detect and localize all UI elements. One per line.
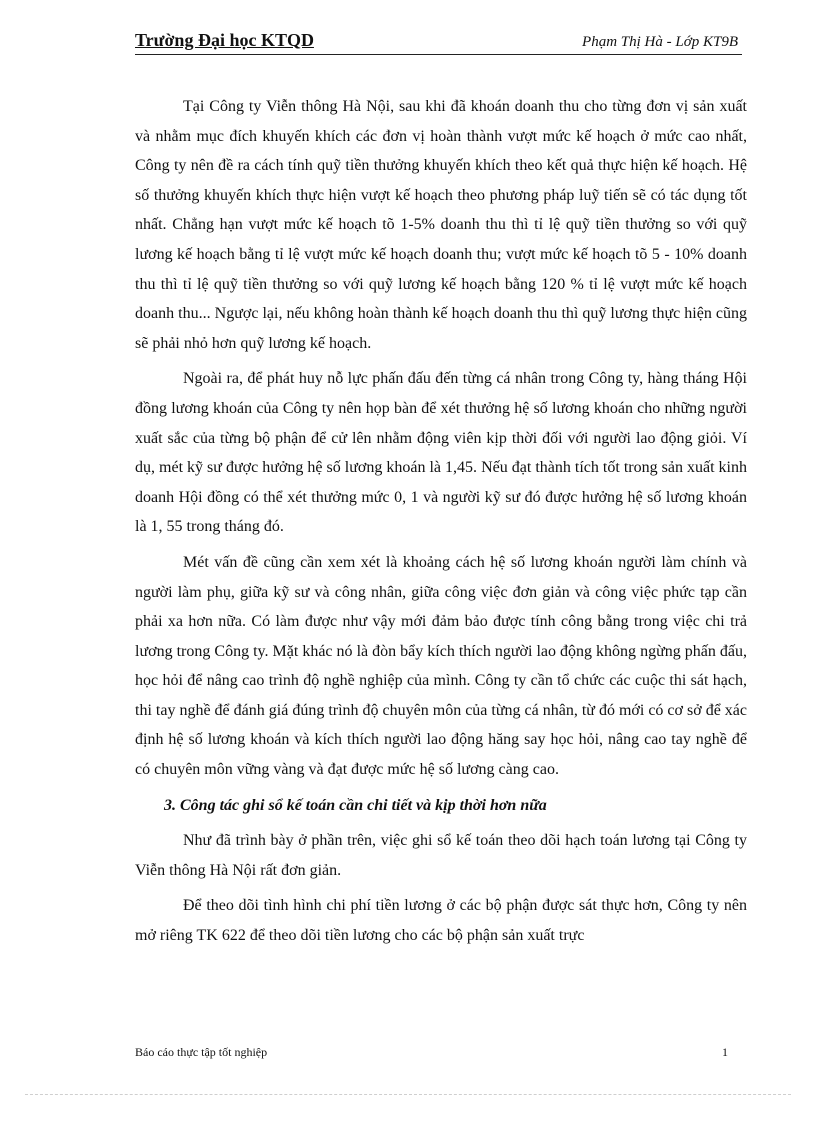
paragraph: Mét vấn đề cũng cần xem xét là khoảng cách hệ số lương khoán người làm chính và người làm phụ, giữa kỹ sư và công nhân, giữa công việc đơn giản và công việc phức tạp cần phải xa hơn nữa. Có làm được như vậy mới đảm bảo được tính công bằng trong việc chi trả lương trong Công ty. Mặt khác nó là đòn bẩy kích thích người lao động không ngừng phấn đấu, học hỏi để nâng cao trình độ nghề nghiệp của mình. Công ty cần tổ chức các cuộc thi sát hạch, thi tay nghề để đánh giá đúng trình độ chuyên môn của từng cá nhân, từ đó mới có cơ sở để xác định hệ số lương khoán và kích thích người lao động hăng say học hỏi, nâng cao tay nghề để có chuyên môn vững vàng và đạt được mức hệ số lương càng cao. — [135, 553, 747, 779]
paragraph: Để theo dõi tình hình chi phí tiền lương ở các bộ phận được sát thực hơn, Công ty nên mở riêng TK 622 để theo dõi tiền lương cho các bộ phận sản xuất trực — [135, 897, 747, 945]
page-number: 1 — [722, 1045, 728, 1059]
page-boundary — [25, 1094, 791, 1095]
paragraph: Tại Công ty Viễn thông Hà Nội, sau khi đã khoán doanh thu cho từng đơn vị sản xuất và nhằm mục đích khuyến khích các đơn vị hoàn thành vượt mức kế hoạch ở mức cao nhất, Công ty nên đề ra cách tính quỹ tiền thưởng khuyến khích theo kết quả thực hiện kế hoạch. Hệ số thưởng khuyến khích thực hiện vượt kế hoạch theo phương pháp luỹ tiến sẽ có tác dụng tốt nhất. Chẳng hạn vượt mức kế hoạch tõ 1-5% doanh thu thì tỉ lệ quỹ tiền thưởng so với quỹ lương kế hoạch bằng tỉ lệ vượt mức kế hoạch doanh thu; vượt mức kế hoạch tõ 5 - 10% doanh thu thì tỉ lệ quỹ tiền thưởng so với quỹ lương kế hoạch bằng 120 % tỉ lệ vượt mức kế hoạch doanh thu... Ngược lại, nếu không hoàn thành kế hoạch doanh thu thì quỹ lương thực hiện cũng sẽ phải nhỏ hơn quỹ lương kế hoạch. — [135, 98, 747, 352]
report-title: Báo cáo thực tập tốt nghiệp — [135, 1045, 268, 1059]
paragraph: Ngoài ra, để phát huy nỗ lực phấn đấu đến từng cá nhân trong Công ty, hàng tháng Hội đồng lương khoán của Công ty nên họp bàn để xét thưởng hệ số lương khoán cho những người xuất sắc của từng bộ phận để cử lên nhằm động viên kịp thời đối với người lao động giỏi. Ví dụ, mét kỹ sư được hưởng hệ số lương khoán là 1,45. Nếu đạt thành tích tốt trong sản xuất kinh doanh Hội đồng có thể xét thưởng mức 0, 1 và người kỹ sư đó được hưởng hệ số lương khoán là 1, 55 trong tháng đó. — [135, 370, 747, 536]
paragraph: Như đã trình bày ở phần trên, việc ghi sổ kế toán theo dõi hạch toán lương tại Công ty Viễn thông Hà Nội rất đơn giản. — [135, 832, 747, 879]
author-class: Phạm Thị Hà - Lớp KT9B — [582, 34, 738, 50]
section-heading: 3. Công tác ghi sổ kế toán cần chi tiết và kịp thời hơn nữa — [164, 796, 547, 814]
document-body — [135, 92, 747, 957]
page-header — [135, 28, 742, 55]
university-name: Trường Đại học KTQD — [135, 30, 314, 50]
